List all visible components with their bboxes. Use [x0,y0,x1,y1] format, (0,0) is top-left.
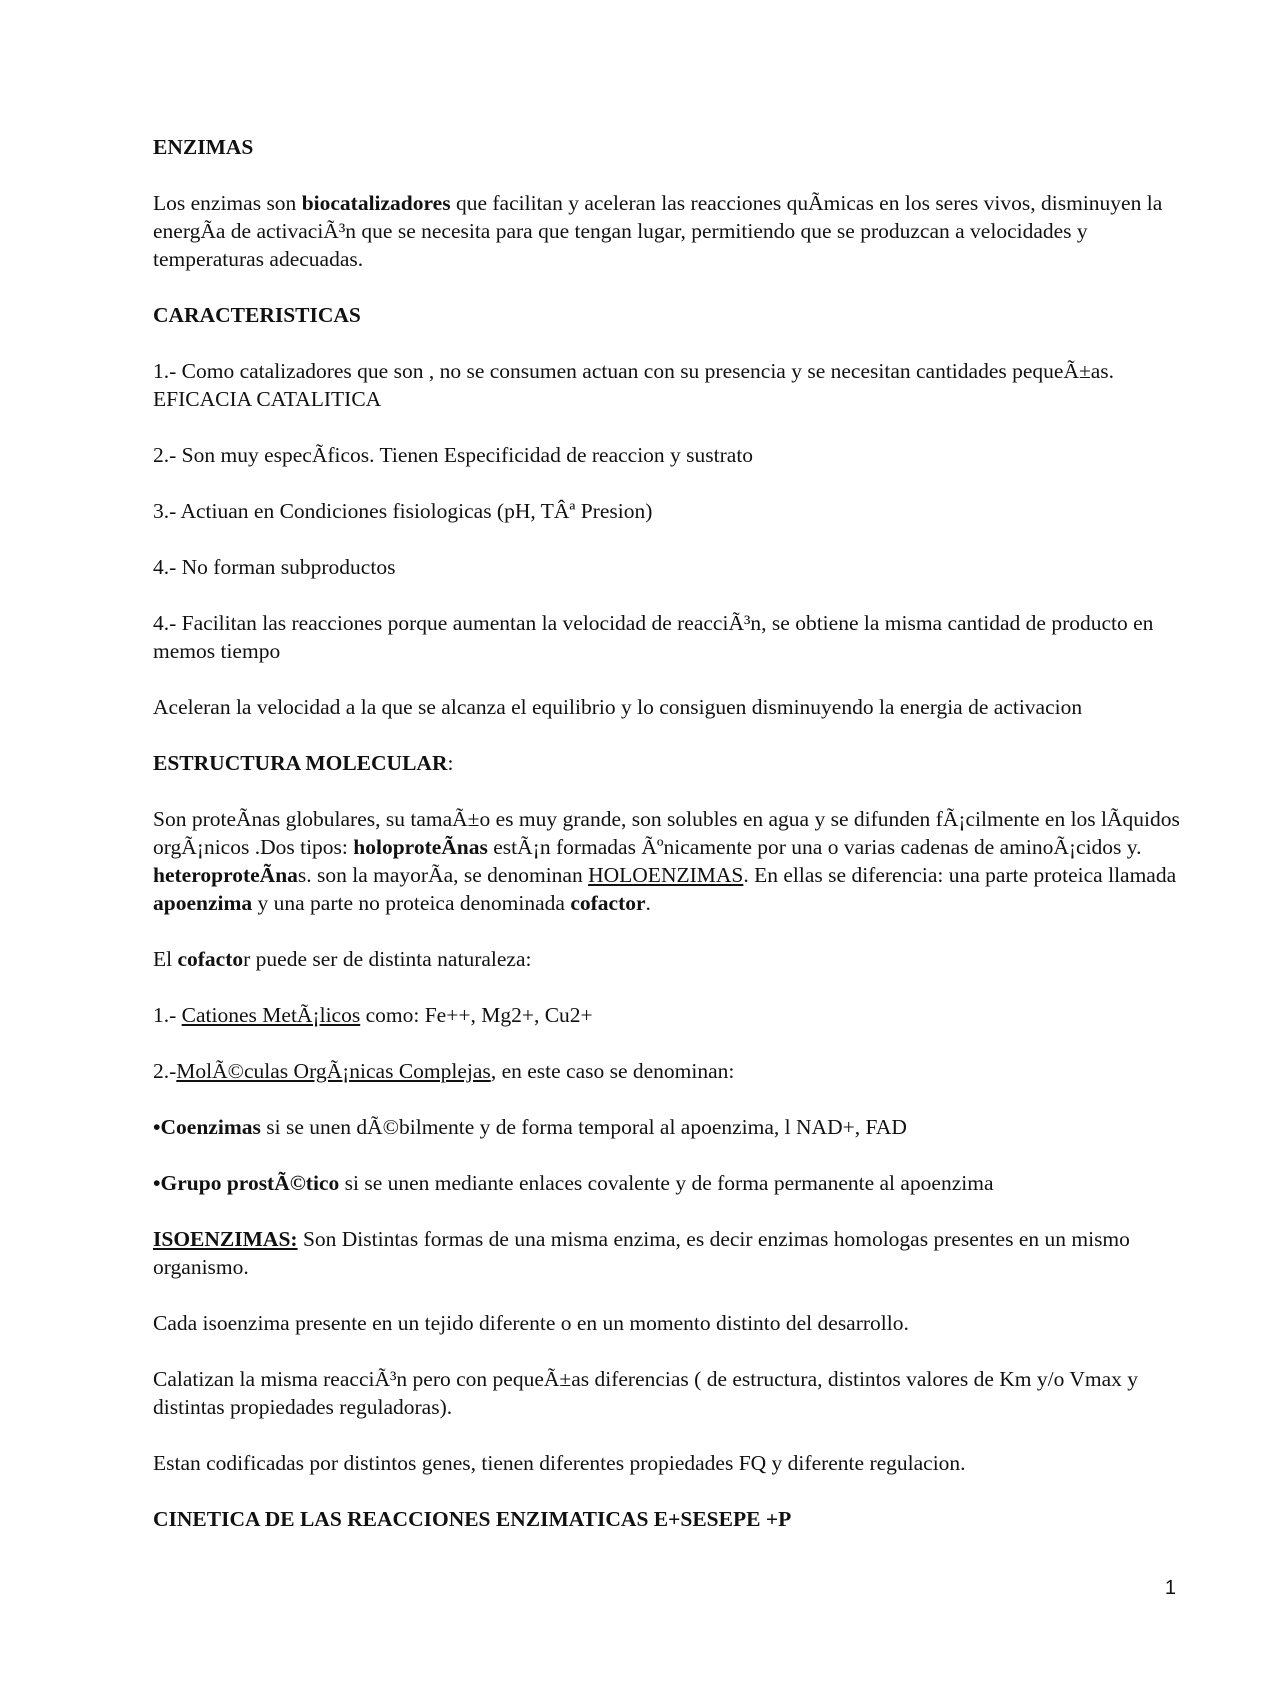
estructura-text-5: y una parte no proteica denominada [252,891,571,915]
estructura-heading-text: ESTRUCTURA MOLECULAR [153,751,448,775]
isoenzimas-paragraph-2: Cada isoenzima presente en un tejido diferente o en un momento distinto del desarrollo. [153,1311,909,1335]
intro-paragraph [153,189,1193,273]
cofactor-text-1: El [153,947,178,971]
caracteristica-item-6: Aceleran la velocidad a la que se alcanza el equilibrio y lo consiguen disminuyendo la energia de activacion [153,695,1083,719]
cofactor-item-2 [153,1057,1193,1085]
estructura-text-4: . En ellas se diferencia: una parte proteica llamada [743,863,1177,887]
coenzimas-text: si se unen dÃ©bilmente y de forma temporal al apoenzima, l NAD+, FAD [260,1115,907,1139]
caracteristica-item-2: 2.- Son muy especÃficos. Tienen Especificidad de reaccion y sustrato [153,443,754,467]
cofactor-item-2-text: , en este caso se denominan: [490,1059,735,1083]
caracteristicas-heading: CARACTERISTICAS [153,303,361,327]
intro-text-2: que facilitan y aceleran las reacciones quÃmicas en los seres vivos, disminuyen la energÃa de activaciÃ³n que se necesita para que tengan lugar, permitiendo que se produzcan a velocidades y temperaturas adecuadas. [153,191,1163,271]
estructura-bold-heteroproteina: heteroproteÃna [153,863,298,887]
isoenzimas-paragraph-3: Calatizan la misma reacciÃ³n pero con pequeÃ±as diferencias ( de estructura, distintos valores de Km y/o Vmax y distintas propiedades reguladoras). [153,1367,1139,1419]
grupo-prostetico-text: si se unen mediante enlaces covalente y de forma permanente al apoenzima [339,1171,994,1195]
estructura-heading [153,749,1193,777]
isoenzimas-text-1: Son Distintas formas de una misma enzima, es decir enzimas homologas presentes en un mismo organismo. [153,1227,1130,1279]
document-content [153,133,1193,1561]
estructura-text-3: s. son la mayorÃa, se denominan [297,863,589,887]
estructura-bold-holoproteinas: holoproteÃnas [353,835,488,859]
cofactor-item-1-prefix: 1.- [153,1003,182,1027]
estructura-text-2: estÃ¡n formadas Ãºnicamente por una o varias cadenas de aminoÃ¡cidos y. [487,835,1142,859]
intro-bold-biocatalizadores: biocatalizadores [301,191,451,215]
cofactor-item-1 [153,1001,1193,1029]
cofactor-paragraph [153,945,1193,973]
caracteristica-item-3: 3.- Actiuan en Condiciones fisiologicas (pH, TÂª Presion) [153,499,653,523]
isoenzimas-paragraph-4: Estan codificadas por distintos genes, tienen diferentes propiedades FQ y diferente regulacion. [153,1451,966,1475]
isoenzimas-heading: ISOENZIMAS: [153,1227,298,1251]
cofactor-bold: cofacto [177,947,244,971]
grupo-prostetico-bold: •Grupo prostÃ©tico [153,1171,340,1195]
coenzimas-bold: •Coenzimas [153,1115,261,1139]
intro-text-1: Los enzimas son [153,191,302,215]
estructura-text-6: . [645,891,651,915]
estructura-bold-apoenzima: apoenzima [153,891,253,915]
estructura-paragraph [153,805,1193,917]
isoenzimas-paragraph [153,1225,1193,1281]
caracteristica-item-4: 4.- No forman subproductos [153,555,396,579]
cofactor-item-2-prefix: 2.- [153,1059,177,1083]
page-number: 1 [1164,1577,1176,1599]
cofactor-text-2: r puede ser de distinta naturaleza: [243,947,532,971]
title-heading: ENZIMAS [153,135,254,159]
cofactor-item-1-text: como: Fe++, Mg2+, Cu2+ [360,1003,593,1027]
estructura-underline-holoenzimas: HOLOENZIMAS [588,863,744,887]
cinetica-heading: CINETICA DE LAS REACCIONES ENZIMATICAS E+SESEPE +P [153,1507,792,1531]
cofactor-item-2-underline: MolÃ©culas OrgÃ¡nicas Complejas [176,1059,491,1083]
cofactor-item-1-underline: Cationes MetÃ¡licos [181,1003,361,1027]
caracteristica-item-1: 1.- Como catalizadores que son , no se consumen actuan con su presencia y se necesitan cantidades pequeÃ±as. EFICACIA CATALITICA [153,359,1115,411]
estructura-heading-colon: : [447,751,454,775]
estructura-bold-cofactor: cofactor [570,891,646,915]
grupo-prostetico-bullet [153,1169,1193,1197]
caracteristica-item-5: 4.- Facilitan las reacciones porque aumentan la velocidad de reacciÃ³n, se obtiene la misma cantidad de producto en memos tiempo [153,611,1154,663]
coenzimas-bullet [153,1113,1193,1141]
estructura-text-1: Son proteÃnas globulares, su tamaÃ±o es muy grande, son solubles en agua y se difunden fÃ¡cilmente en los lÃquidos orgÃ¡nicos .Dos tipos: [153,807,1180,859]
